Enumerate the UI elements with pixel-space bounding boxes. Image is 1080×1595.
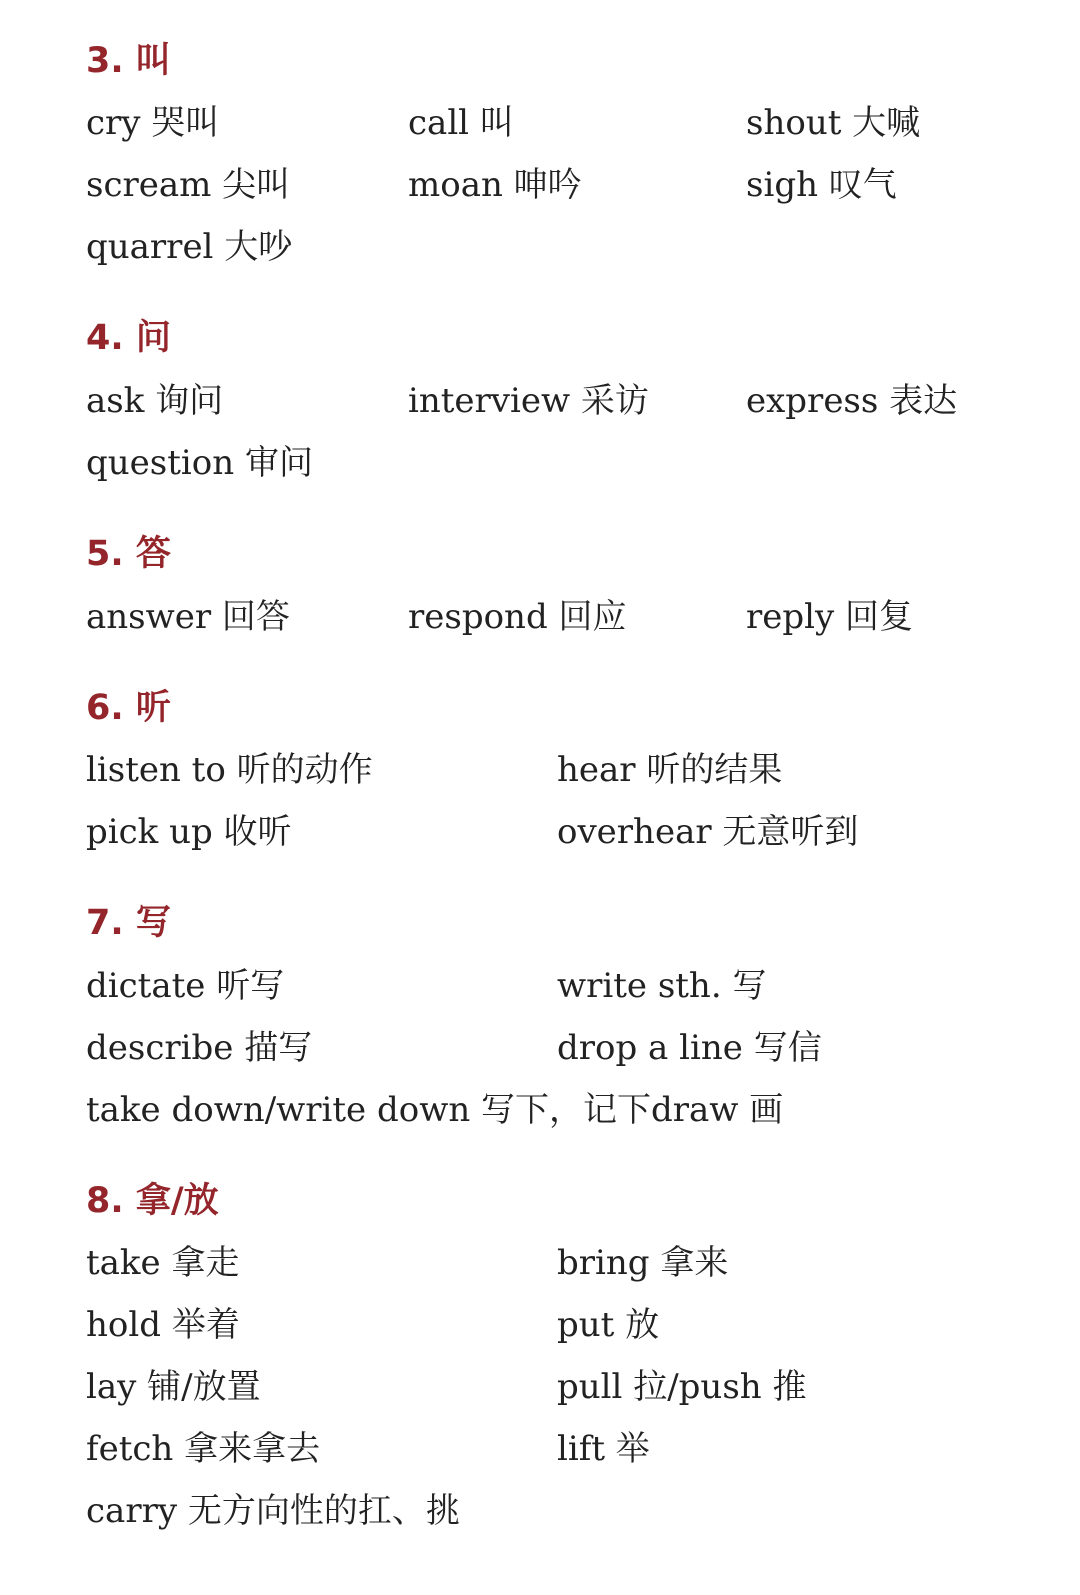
vocab-entry-call: call 叫	[408, 103, 514, 143]
vocab-entry-drop-a-line: drop a line 写信	[557, 1028, 822, 1068]
section-heading-5: 5. 答	[86, 534, 171, 574]
vocab-entry-bring: bring 拿来	[557, 1243, 729, 1283]
section-heading-3: 3. 叫	[86, 41, 171, 81]
vocab-entry-respond: respond 回应	[408, 597, 627, 637]
vocab-entry-cry: cry 哭叫	[86, 103, 220, 143]
section-heading-8: 8. 拿/放	[86, 1181, 219, 1221]
section-heading-6: 6. 听	[86, 688, 171, 728]
vocab-entry-draw: draw 画	[651, 1090, 784, 1130]
vocab-entry-overhear: overhear 无意听到	[557, 812, 859, 852]
vocab-entry-listen-to: listen to 听的动作	[86, 750, 373, 790]
section-heading-7: 7. 写	[86, 903, 171, 943]
vocab-entry-take-down: take down/write down 写下，记下	[86, 1090, 652, 1130]
section-heading-4: 4. 问	[86, 318, 171, 358]
vocab-entry-quarrel: quarrel 大吵	[86, 227, 293, 267]
vocab-entry-answer: answer 回答	[86, 597, 290, 637]
vocab-entry-dictate: dictate 听写	[86, 966, 285, 1006]
vocab-entry-interview: interview 采访	[408, 381, 649, 421]
vocab-entry-take: take 拿走	[86, 1243, 240, 1283]
vocab-entry-sigh: sigh 叹气	[746, 165, 897, 205]
vocab-entry-describe: describe 描写	[86, 1028, 313, 1068]
vocab-entry-reply: reply 回复	[746, 597, 914, 637]
vocab-entry-ask: ask 询问	[86, 381, 224, 421]
vocab-entry-carry: carry 无方向性的扛、挑	[86, 1491, 460, 1531]
vocab-entry-fetch: fetch 拿来拿去	[86, 1429, 321, 1469]
vocab-entry-hear: hear 听的结果	[557, 750, 783, 790]
vocab-entry-lay: lay 铺/放置	[86, 1367, 261, 1407]
vocab-entry-express: express 表达	[746, 381, 958, 421]
vocab-entry-put: put 放	[557, 1305, 660, 1345]
vocab-entry-lift: lift 举	[557, 1429, 650, 1469]
vocab-entry-pull-push: pull 拉/push 推	[557, 1367, 807, 1407]
vocab-entry-moan: moan 呻吟	[408, 165, 582, 205]
vocab-entry-scream: scream 尖叫	[86, 165, 291, 205]
vocab-entry-write: write sth. 写	[557, 966, 767, 1006]
vocab-entry-shout: shout 大喊	[746, 103, 921, 143]
vocab-entry-pick-up: pick up 收听	[86, 812, 292, 852]
vocab-entry-question: question 审问	[86, 443, 313, 483]
vocab-entry-hold: hold 举着	[86, 1305, 240, 1345]
